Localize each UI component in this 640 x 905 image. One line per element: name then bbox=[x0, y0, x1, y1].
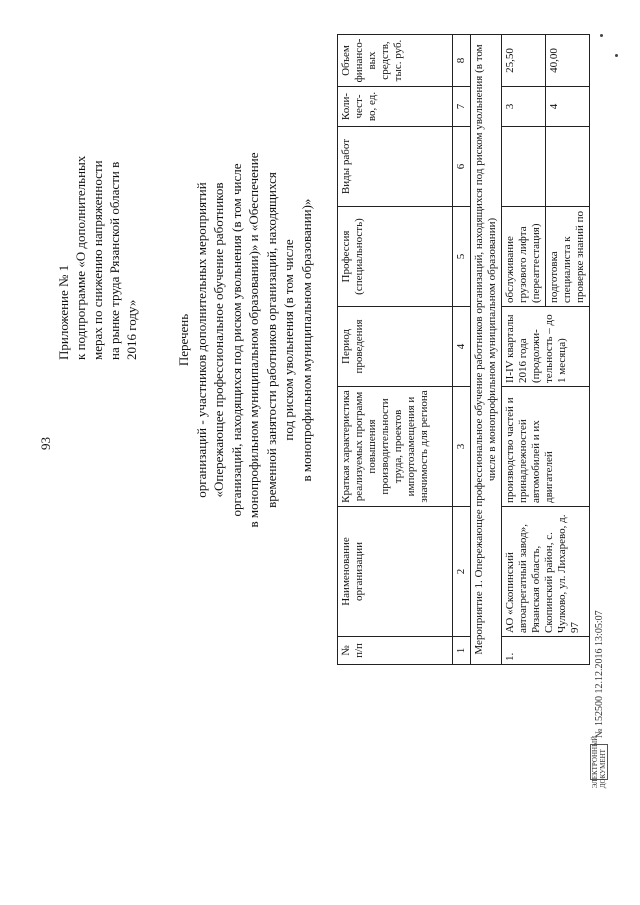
appendix-line: к подпрограмме «О дополнительных bbox=[73, 155, 88, 360]
table-row bbox=[502, 35, 546, 665]
work-type bbox=[502, 127, 546, 207]
heading-line: «Опережающее профессиональное обучение работников bbox=[211, 182, 226, 498]
header-cell: Коли-чест-во, ед. bbox=[338, 87, 453, 127]
column-number: 1 bbox=[453, 637, 471, 665]
quantity: 3 bbox=[502, 87, 546, 127]
heading-line: в монопрофильном муниципальном образовании)» и «Обеспечение bbox=[246, 152, 261, 528]
profession: обслуживание грузового лифта (переаттестация) bbox=[502, 207, 546, 307]
page-number: 93 bbox=[38, 437, 53, 450]
appendix-block bbox=[55, 20, 140, 360]
column-number: 3 bbox=[453, 387, 471, 507]
program-description: производство частей и принадлежностей автомобилей и их двигателей bbox=[502, 387, 590, 507]
registration-stamp bbox=[590, 300, 608, 789]
header-cell: Период проведения bbox=[338, 307, 453, 387]
heading-line: под риском увольнения (в том числе bbox=[281, 239, 296, 441]
column-number: 5 bbox=[453, 207, 471, 307]
column-number: 6 bbox=[453, 127, 471, 207]
column-number: 7 bbox=[453, 87, 471, 127]
heading-line: организаций, находящихся под риском увольнения (в том числе bbox=[228, 163, 244, 517]
participants-table bbox=[337, 34, 590, 665]
appendix-line: 2016 году» bbox=[124, 299, 139, 360]
row-number: 1. bbox=[502, 637, 590, 665]
scan-speck bbox=[600, 34, 603, 37]
document-heading bbox=[175, 105, 315, 575]
header-cell: Объем финансо-вых средств, тыс. руб. bbox=[338, 35, 453, 87]
period: II-IV кварталы 2016 года (продолжи-тельность – до 1 месяца) bbox=[502, 307, 590, 387]
appendix-line: на рынке труда Рязанской области в bbox=[107, 161, 122, 360]
column-number: 8 bbox=[453, 35, 471, 87]
heading-title: Перечень bbox=[176, 313, 191, 367]
header-cell: Наименование организации bbox=[338, 507, 453, 637]
appendix-line: мерах по снижению напряженности bbox=[90, 160, 105, 360]
heading-line: в монопрофильном муниципальном образовании)» bbox=[298, 198, 314, 482]
profession: подготовка специалиста к проверке знаний по bbox=[546, 207, 590, 307]
appendix-title: Приложение № 1 bbox=[56, 264, 71, 360]
section-row bbox=[471, 35, 502, 665]
quantity: 4 bbox=[546, 87, 590, 127]
heading-line: организаций - участников дополнительных мероприятий bbox=[193, 182, 209, 498]
amount: 40,00 bbox=[546, 35, 590, 87]
scan-speck bbox=[615, 54, 618, 57]
header-cell: Краткая характеристика реализуемых программ повышения производительности труда, проектов импортозамещения и значимость для региона bbox=[338, 387, 453, 507]
table-header-row bbox=[338, 35, 453, 665]
heading-line: временной занятости работников организаций, находящихся bbox=[263, 172, 279, 508]
header-cell: Профессия (специальность) bbox=[338, 207, 453, 307]
stamp-text: № 152500 12.12.2016 13:05:07 bbox=[593, 610, 605, 738]
column-number-row bbox=[453, 35, 471, 665]
organization-name: АО «Скопинский автоагрегатный завод», Рязанская область, Скопинский район, с. Чулково, ул. Лихарево, д. 97 bbox=[502, 507, 590, 637]
header-cell: Виды работ bbox=[338, 127, 453, 207]
column-number: 4 bbox=[453, 307, 471, 387]
section-title: Мероприятие 1. Опережающее профессиональное обучение работников организаций, находящихся под риском увольнения (в том числе в монопрофильном муниципальном образовании) bbox=[471, 35, 502, 665]
amount: 25,50 bbox=[502, 35, 546, 87]
column-number: 2 bbox=[453, 507, 471, 637]
header-cell: № п/п bbox=[338, 637, 453, 665]
stamp-logo: ЭЛЕКТРОННЫЙ ДОКУМЕНТ bbox=[591, 735, 607, 789]
work-type bbox=[546, 127, 590, 207]
